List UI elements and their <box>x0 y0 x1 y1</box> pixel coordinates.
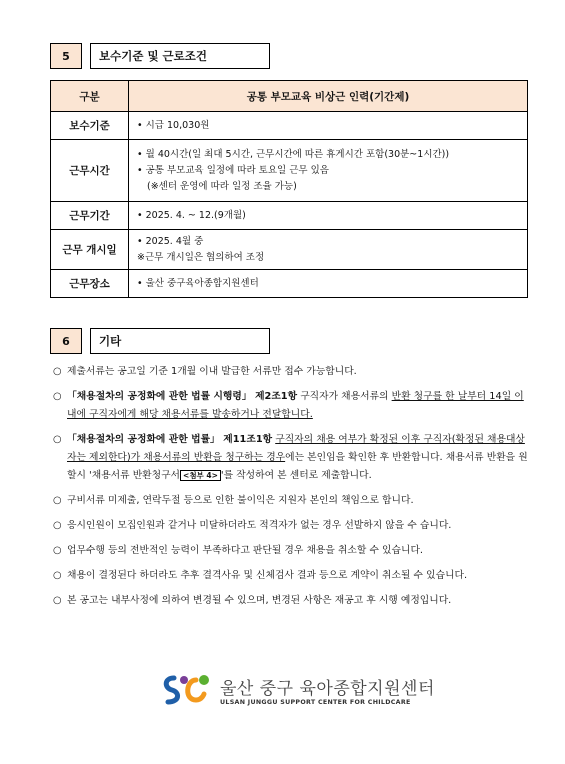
circle-bullet-icon: ○ <box>53 570 62 581</box>
row-label-pay: 보수기준 <box>51 112 129 140</box>
list-item: ○ 채용이 결정된다 하더라도 추후 결격사유 및 신체검사 결과 등으로 계약이 취소될 수 있습니다. <box>53 567 531 585</box>
section-5-number: 5 <box>50 43 82 69</box>
row-label-start-date: 근무 개시일 <box>51 230 129 270</box>
circle-bullet-icon: ○ <box>53 595 62 606</box>
circle-bullet-icon: ○ <box>53 366 62 377</box>
hours-value-2: • 공통 부모교육 일정에 따라 토요일 근무 있음 <box>137 163 519 179</box>
section-5-header <box>50 43 270 69</box>
section-5-title: 보수기준 및 근로조건 <box>90 43 270 69</box>
table-row <box>51 202 528 230</box>
hours-value-1: • 월 40시간(일 최대 5시간, 근무시간에 따른 휴게시간 포함(30분~1시간)) <box>137 147 519 163</box>
center-logo <box>160 670 435 710</box>
start-date-note: ※근무 개시일은 협의하여 조정 <box>137 251 265 263</box>
list-item: ○ 본 공고는 내부사정에 의하여 변경될 수 있으며, 변경된 사항은 재공고 후 시행 예정입니다. <box>53 592 531 610</box>
period-value: • 2025. 4. ~ 12.(9개월) <box>137 208 519 224</box>
attachment-tag: <첨부 4> <box>180 470 221 481</box>
circle-bullet-icon: ○ <box>53 434 62 445</box>
list-item: ○ 업무수행 등의 전반적인 능력이 부족하다고 판단될 경우 채용을 취소할 수 있습니다. <box>53 542 531 560</box>
start-date-value: • 2025. 4월 중 <box>137 234 519 250</box>
section-6-number: 6 <box>50 328 82 354</box>
hours-note: (※센터 운영에 따라 일정 조율 가능) <box>147 180 297 192</box>
location-value: • 울산 중구육아종합지원센터 <box>137 276 519 292</box>
circle-bullet-icon: ○ <box>53 520 62 531</box>
notice-list <box>53 363 531 617</box>
logo-english-name: ULSAN JUNGGU SUPPORT CENTER FOR CHILDCARE <box>220 699 411 706</box>
table-row <box>51 140 528 202</box>
list-item: ○ 「채용절차의 공정화에 관한 법률」 제11조1항 구직자의 채용 여부가 확정된 이후 구직자(확정된 채용대상자는 제외한다)가 채용서류의 반환을 청구하는 경우에는 본인임을 확인한 후 반환합니다. 채용서류 반환을 원할시 '채용서류 반환청구서 <첨부 4> '를 작성하여 본 센터로 제출합니다. <box>53 431 531 485</box>
center-logo-icon <box>160 670 212 710</box>
table-row <box>51 230 528 270</box>
table-row <box>51 270 528 298</box>
circle-bullet-icon: ○ <box>53 495 62 506</box>
row-label-location: 근무장소 <box>51 270 129 298</box>
table-header-row <box>51 81 528 112</box>
section-6-title: 기타 <box>90 328 270 354</box>
table-header-position: 공통 부모교육 비상근 인력(기간제) <box>129 81 528 112</box>
list-item: ○ 구비서류 미제출, 연락두절 등으로 인한 불이익은 지원자 본인의 책임으로 합니다. <box>53 492 531 510</box>
pay-value: • 시급 10,030원 <box>137 118 519 134</box>
row-label-period: 근무기간 <box>51 202 129 230</box>
logo-korean-name: 울산 중구 육아종합지원센터 <box>220 679 435 699</box>
list-item: ○ 응시인원이 모집인원과 같거나 미달하더라도 적격자가 없는 경우 선발하지 않을 수 습니다. <box>53 517 531 535</box>
table-row <box>51 112 528 140</box>
row-label-hours: 근무시간 <box>51 140 129 202</box>
conditions-table <box>50 80 528 298</box>
circle-bullet-icon: ○ <box>53 545 62 556</box>
table-header-category: 구분 <box>51 81 129 112</box>
section-6-header <box>50 328 270 354</box>
list-item: ○ 「채용절차의 공정화에 관한 법률 시행령」 제2조1항 구직자가 채용서류의 반환 청구를 한 날부터 14일 이내에 구직자에게 해당 채용서류를 발송하거나 전달합니다. <box>53 388 531 424</box>
circle-bullet-icon: ○ <box>53 391 62 402</box>
list-item: ○ 제출서류는 공고일 기준 1개월 이내 발급한 서류만 접수 가능합니다. <box>53 363 531 381</box>
